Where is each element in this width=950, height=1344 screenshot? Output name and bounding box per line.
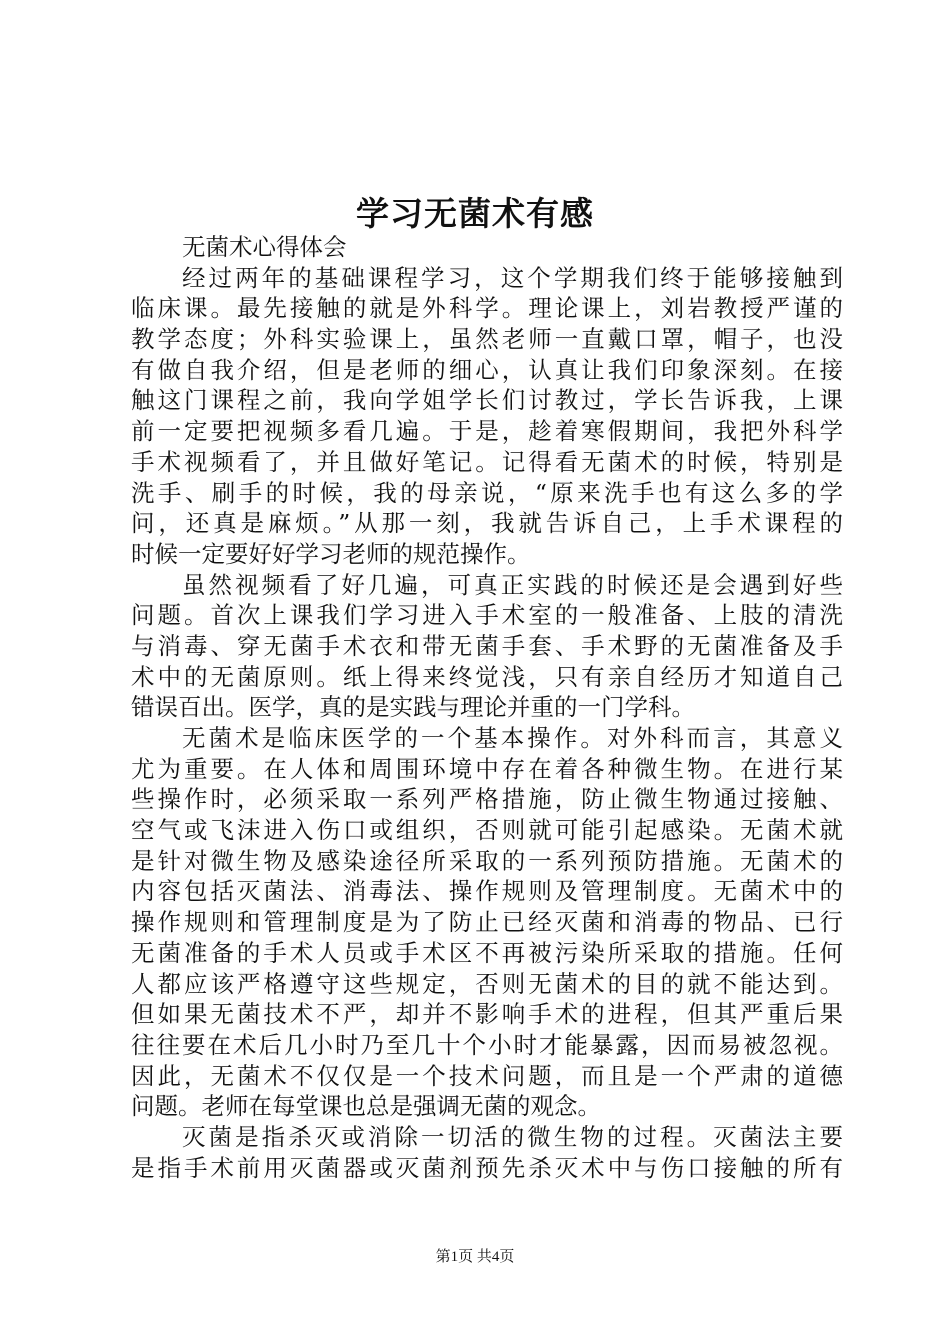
document-title: 学习无菌术有感 — [356, 194, 594, 233]
text-line: 手术视频看了，并且做好笔记。记得看无菌术的时候，特别是 — [131, 447, 843, 476]
text-line: 操作规则和管理制度是为了防止已经灭菌和消毒的物品、已行 — [131, 908, 843, 937]
text-line: 尤为重要。在人体和周围环境中存在着各种微生物。在进行某 — [131, 754, 843, 783]
text-line: 有做自我介绍，但是老师的细心，认真让我们印象深刻。在接 — [131, 355, 843, 384]
page-footer: 第1页 共4页 — [435, 1249, 515, 1265]
text-line: 触这门课程之前，我向学姐学长们讨教过，学长告诉我，上课 — [131, 386, 843, 415]
text-line: 无菌术心得体会 — [182, 233, 347, 261]
text-line: 灭菌是指杀灭或消除一切活的微生物的过程。灭菌法主要 — [182, 1122, 843, 1151]
text-line: 无菌准备的手术人员或手术区不再被污染所采取的措施。任何 — [131, 938, 843, 967]
text-line: 人都应该严格遵守这些规定，否则无菌术的目的就不能达到。 — [131, 969, 843, 998]
text-line: 经过两年的基础课程学习，这个学期我们终于能够接触到 — [182, 263, 843, 292]
text-line: 无菌术是临床医学的一个基本操作。对外科而言，其意义 — [182, 724, 843, 752]
text-line: 虽然视频看了好几遍，可真正实践的时候还是会遇到好些 — [182, 570, 843, 599]
text-line: 错误百出。医学，真的是实践与理论并重的一门学科。 — [131, 693, 695, 722]
document-body — [131, 232, 843, 1183]
text-line: 但如果无菌技术不严，却并不影响手术的进程，但其严重后果 — [131, 1000, 843, 1029]
text-line: 问，还真是麻烦。”从那一刻，我就告诉自己，上手术课程的 — [131, 509, 843, 538]
text-line: 问题。首次上课我们学习进入手术室的一般准备、上肢的清洗 — [131, 601, 843, 630]
text-line: 与消毒、穿无菌手术衣和带无菌手套、手术野的无菌准备及手 — [131, 631, 843, 660]
text-line: 前一定要把视频多看几遍。于是，趁着寒假期间，我把外科学 — [131, 417, 843, 446]
text-line: 空气或飞沫进入伤口或组织，否则就可能引起感染。无菌术就 — [131, 816, 843, 845]
text-line: 些操作时，必须采取一系列严格措施，防止微生物通过接触、 — [131, 785, 843, 814]
text-line: 问题。老师在每堂课也总是强调无菌的观念。 — [131, 1092, 601, 1121]
text-line: 术中的无菌原则。纸上得来终觉浅，只有亲自经历才知道自己 — [131, 662, 843, 691]
text-line: 洗手、刷手的时候，我的母亲说，“原来洗手也有这么多的学 — [131, 478, 843, 507]
text-line: 时候一定要好好学习老师的规范操作。 — [131, 539, 531, 568]
text-line: 教学态度；外科实验课上，虽然老师一直戴口罩，帽子，也没 — [131, 325, 843, 354]
text-line: 因此，无菌术不仅仅是一个技术问题，而且是一个严肃的道德 — [131, 1061, 843, 1090]
text-line: 临床课。最先接触的就是外科学。理论课上，刘岩教授严谨的 — [131, 294, 843, 323]
text-line: 往往要在术后几小时乃至几十个小时才能暴露，因而易被忽视。 — [131, 1030, 843, 1059]
text-line: 是针对微生物及感染途径所采取的一系列预防措施。无菌术的 — [131, 846, 843, 875]
text-line: 内容包括灭菌法、消毒法、操作规则及管理制度。无菌术中的 — [131, 877, 843, 906]
text-line: 是指手术前用灭菌器或灭菌剂预先杀灭术中与伤口接触的所有 — [131, 1153, 843, 1182]
